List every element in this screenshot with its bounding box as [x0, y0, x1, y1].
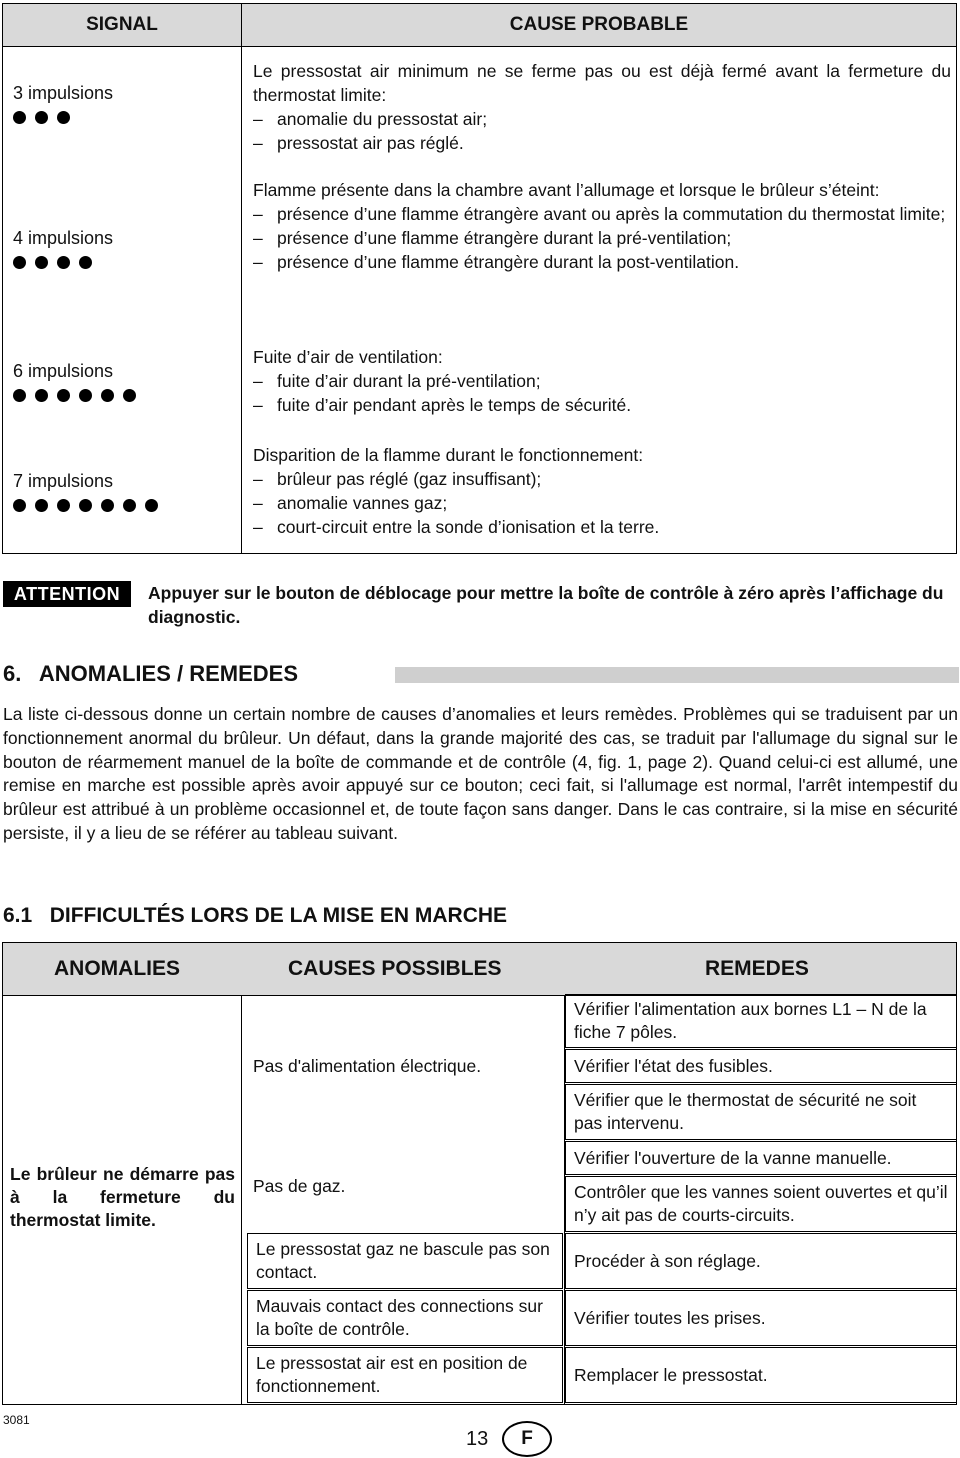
remedy-text: Contrôler que les vannes soient ouvertes et qu’il n’y ait pas de courts-circuits. — [574, 1182, 948, 1225]
signal-row-3 — [3, 81, 241, 124]
remedy-text: Procéder à son réglage. — [574, 1250, 761, 1271]
remedy-cell — [565, 1290, 957, 1346]
cause-intro: Disparition de la flamme durant le fonctionnement: — [253, 445, 644, 465]
cause-text: Le pressostat gaz ne bascule pas son contact. — [256, 1239, 550, 1282]
remedy-cell — [565, 1084, 957, 1140]
signal-dot-icon — [13, 256, 26, 269]
header-causes: CAUSES POSSIBLES — [288, 957, 502, 980]
signal-dot-icon — [79, 389, 92, 402]
section-title-bar — [395, 667, 959, 683]
cause-intro: Le pressostat air minimum ne se ferme pas ou est déjà fermé avant la fermeture du thermostat limite: — [253, 61, 951, 105]
remedy-text: Vérifier l'alimentation aux bornes L1 – N de la fiche 7 pôles. — [574, 999, 927, 1042]
cause-text: Le pressostat air est en position de fonctionnement. — [256, 1353, 528, 1396]
remedy-text: Vérifier l'état des fusibles. — [574, 1055, 773, 1076]
subsection-title: 6.1 DIFFICULTÉS LORS DE LA MISE EN MARCHE — [3, 904, 508, 927]
cause-item: – fuite d’air durant la pré-ventilation; — [253, 369, 951, 393]
document-code: 3081 — [3, 1413, 30, 1427]
cause-text: Mauvais contact des connections sur la boîte de contrôle. — [256, 1296, 543, 1339]
signal-dot-icon — [101, 499, 114, 512]
cause-row-6 — [253, 345, 951, 417]
signal-dot-icon — [79, 256, 92, 269]
anomalies-table-header — [3, 943, 956, 996]
cause-item: – anomalie du pressostat air; — [253, 107, 951, 131]
remedy-cell — [565, 1347, 957, 1403]
signal-row-7 — [3, 469, 241, 512]
cause-row-4 — [253, 178, 951, 274]
page-number: 13 — [466, 1428, 489, 1450]
remedy-cell — [565, 994, 957, 1048]
signal-dots — [13, 389, 241, 402]
anomaly-description: Le brûleur ne démarre pas à la fermeture du thermostat limite. — [10, 1164, 235, 1230]
signal-label: 3 impulsions — [13, 83, 114, 103]
cause-item: – fuite d’air pendant après le temps de sécurité. — [253, 393, 951, 417]
section-title: 6. ANOMALIES / REMEDES — [3, 661, 299, 686]
cause-cell — [247, 1290, 563, 1346]
column-divider — [241, 4, 242, 553]
section-intro: La liste ci-dessous donne un certain nombre de causes d’anomalies et leurs remèdes. Problèmes qui se traduisent par un fonctionnement anormal du brûleur. Un défaut, dans la grande majorité des cas, se traduit par l'allumage du signal sur le bouton de réarmement manuel de la boîte de commande et de contrôle (4, fig. 1, page 2). Quand celui-ci est allumé, une remise en marche est possible après avoir appuyé sur ce bouton; ceci fait, si l'allumage est normal, l'arrêt intempestif du brûleur est attribué à un problème occasionnel et, de toute façon sans danger. Dans le cas contraire, si la mise en sécurité persiste, il y a lieu de se référer au tableau suivant. — [3, 704, 958, 843]
signal-label: 4 impulsions — [13, 228, 114, 248]
signal-table — [2, 3, 957, 554]
signal-dot-icon — [13, 111, 26, 124]
cause-item: – brûleur pas réglé (gaz insuffisant); — [253, 467, 951, 491]
cause-intro: Fuite d’air de ventilation: — [253, 347, 443, 367]
signal-dot-icon — [57, 256, 70, 269]
signal-dot-icon — [79, 499, 92, 512]
remedy-text: Vérifier l'ouverture de la vanne manuelle. — [574, 1147, 892, 1168]
signal-header: SIGNAL — [3, 4, 241, 47]
signal-dot-icon — [35, 389, 48, 402]
cause-item: – présence d’une flamme étrangère durant la post-ventilation. — [253, 250, 951, 274]
language-badge: F — [502, 1421, 552, 1457]
cause-item: – court-circuit entre la sonde d’ionisation et la terre. — [253, 515, 951, 539]
signal-dots — [13, 256, 241, 269]
remedy-cell — [565, 1049, 957, 1083]
signal-dot-icon — [13, 389, 26, 402]
signal-dots — [13, 499, 241, 512]
remedy-cell — [565, 1141, 957, 1175]
cause-cell — [247, 1347, 563, 1403]
signal-dot-icon — [145, 499, 158, 512]
cause-cell: Pas d'alimentation électrique. — [253, 1056, 482, 1076]
header-anomalies: ANOMALIES — [54, 957, 180, 980]
cause-cell — [247, 1233, 563, 1289]
signal-row-6 — [3, 359, 241, 402]
cause-item: – présence d’une flamme étrangère avant ou après la commutation du thermostat limite; — [253, 202, 951, 226]
signal-dots — [13, 111, 241, 124]
header-remedes: REMEDES — [705, 957, 809, 980]
attention-badge: ATTENTION — [3, 581, 131, 607]
cause-row-3 — [253, 59, 951, 155]
remedy-cell — [565, 1176, 957, 1232]
remedy-text: Remplacer le pressostat. — [574, 1364, 768, 1385]
signal-row-4 — [3, 226, 241, 269]
attention-text: Appuyer sur le bouton de déblocage pour mettre la boîte de contrôle à zéro après l’affichage du diagnostic. — [148, 583, 944, 627]
cause-intro: Flamme présente dans la chambre avant l’allumage et lorsque le brûleur s’éteint: — [253, 180, 880, 200]
cause-item: – pressostat air pas réglé. — [253, 131, 951, 155]
column-divider — [241, 995, 242, 1404]
remedy-text: Vérifier toutes les prises. — [574, 1307, 766, 1328]
signal-dot-icon — [57, 389, 70, 402]
signal-dot-icon — [123, 499, 136, 512]
cause-header: CAUSE PROBABLE — [242, 4, 956, 47]
cause-row-7 — [253, 443, 951, 539]
signal-label: 6 impulsions — [13, 361, 114, 381]
cause-cell: Pas de gaz. — [253, 1176, 346, 1196]
signal-dot-icon — [35, 499, 48, 512]
cause-item: – anomalie vannes gaz; — [253, 491, 951, 515]
remedy-text: Vérifier que le thermostat de sécurité ne soit pas intervenu. — [574, 1090, 917, 1133]
signal-label: 7 impulsions — [13, 471, 114, 491]
signal-dot-icon — [35, 256, 48, 269]
cause-item: – présence d’une flamme étrangère durant la pré-ventilation; — [253, 226, 951, 250]
signal-dot-icon — [101, 389, 114, 402]
signal-dot-icon — [57, 111, 70, 124]
signal-dot-icon — [35, 111, 48, 124]
remedy-cell — [565, 1233, 957, 1289]
signal-dot-icon — [57, 499, 70, 512]
signal-dot-icon — [123, 389, 136, 402]
signal-dot-icon — [13, 499, 26, 512]
